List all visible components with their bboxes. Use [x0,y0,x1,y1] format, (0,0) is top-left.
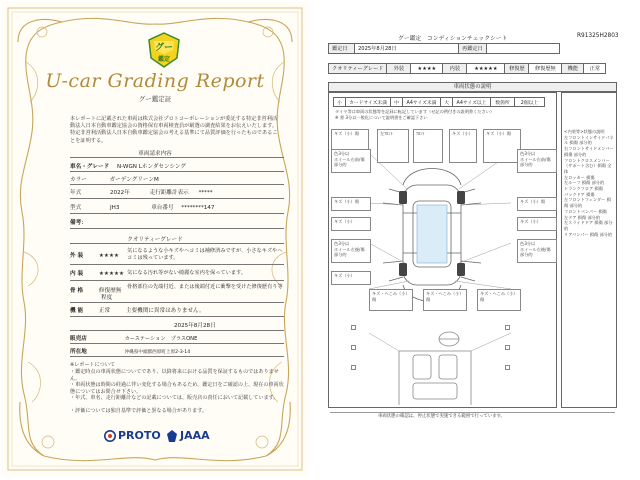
report-note-3: ・年式、車名、走行距離計などの記載については、販売店の責任において記載しています。 [70,395,279,401]
store-row [70,334,197,342]
reinspect-label: 再鑑定日 [459,44,487,54]
certificate-intro: 本レポートに記載された車両は株式会社プロトコーポレーションが委託する特定非営利活動法人日本自動車鑑定協会の資格保有車両検査員が厳選の調査結果をお伝えいたします。特定非営利活動法人日本自動車鑑定協会の考える基準にて品質評価を行ったものであることを証明する。 [70,116,278,144]
sheet-footer-note: 車両状態の確認は、停止状態で実施できる範囲で行っています。 [378,414,505,419]
check-box [505,325,510,330]
store-label: 販売店 [70,336,87,342]
legend-note-2: ※ 書 3分以一般化について説明書をご確認下さい [335,115,428,120]
exterior-row [70,251,119,259]
exterior-stars: ★★★★ [98,253,119,259]
quality-grade-table [328,63,606,74]
divider [70,171,284,172]
check-box [351,345,356,350]
divider [70,356,284,357]
mileage-label: 走行距離計表示 [149,190,189,196]
model-code-label: 型式 [70,205,82,211]
year-label: 年式 [70,190,82,196]
year-value: 2022年 [109,190,130,196]
function-value: 正常 [584,64,606,74]
vehicle-diagram-panel [328,92,557,408]
damage-box-front-right-2: キズ（小）傷 [483,129,521,163]
exterior-label: 外装 [387,64,411,74]
damage-size-legend: 小 カードサイズ未満 中 A4サイズ未満 大 A4サイズ以上 数箇所 2個以上 [333,97,545,107]
damage-box-wheel-rear-right: 色3分以 ホイール右後/傷 部分的 [517,239,557,263]
damage-box-left-door: キズ（小）傷 [331,197,371,211]
divider [70,213,284,214]
divider [70,228,284,229]
interior-label: 内装 [443,64,467,74]
report-note-1: ・鑑定時点の車両状態についてであり、以降将来における品質を保証するものではありません。 [70,369,279,382]
report-title: U-car Grading Report [45,70,265,92]
divider [70,330,284,331]
svg-text:グー: グー [154,43,174,53]
interior-text: 気になる汚れ等がない綺麗な室内を保っています。 [127,270,246,276]
report-note-title: ※レポートについて [70,362,115,368]
chassis-label: 車台番号 [151,205,174,211]
report-note-2: ・車両状態は時間の経過に伴い変化する場合もあるため、鑑定日をご確認の上、現在の車両状態についてはお問合せ下さい。 [70,382,284,395]
divider [70,343,284,344]
interior-stars: ★★★★★ [467,64,505,74]
frame-text: 骨格部位の先端付近、または後端付近に衝撃を受けた修復歴有り等 [127,284,283,290]
jaaa-logo: JAAA [180,429,210,442]
store-value: カーステーション プラスONE [124,336,198,342]
check-box [351,325,356,330]
damage-box-front-right: キズ（小） [449,129,477,163]
divider [70,157,284,158]
goo-kantei-logo [147,32,181,68]
year-row [70,188,213,196]
address-value: 沖縄県中頭郡西原町上原2-3-14 [124,350,191,355]
inspection-info-table [328,43,560,54]
address-label: 所在地 [70,349,87,355]
damage-box-wheel-front-right: 色3分以 ホイール右前/傷 部分的 [517,149,557,173]
color-row [70,175,159,183]
issue-date: 2025年8月28日 [174,323,216,329]
interior-label: 内 装 [70,271,84,277]
color-value: ガーデングリーンM [109,177,159,183]
frame-label: 骨 格 [70,288,84,294]
interior-row [70,269,124,277]
jaaa-mark-icon [166,429,178,443]
date-value: 2025年8月28日 [355,44,459,54]
damage-box-rear-bumper-left: キズ・へこみ（小）傷 [369,289,413,311]
divider [70,280,284,281]
frame-degree: 程度 [101,295,113,301]
damage-box-right-door: キズ（小）傷 [517,197,557,211]
notes-row: 備考： [70,220,87,226]
interior-condition-notes: <内装等>状態の説明 左フロントインサイドパネル 損傷 部分的 右フロントサイドメンバー 損傷 部分的 フロントクロスメンバー（サポート含む）損傷 全体 左ロッカー 損傷 左ルーフ 損傷 部分的 トランクフロア 損傷 バックドア 損傷 左フロントフェンダー 損傷 部分的 フロントバンパー 損傷 左ドア 損傷 部分的 左スライドドア 損傷 部分的 リアバンパー 損傷 部分的 [561,92,617,408]
description-header: 車両状態の説明 [328,82,617,92]
repair-label: 修復歴 [505,64,529,74]
svg-text:鑑定: 鑑定 [157,56,171,63]
damage-box-rear-left: キズ（小） [331,271,371,285]
exterior-label: 外 装 [70,253,84,259]
exterior-text: 気になるような小キズやヘコミは補修済みですが、小さなキズやヘコミは残っています。 [127,248,283,261]
model-value: N-WGN Lホンダセンシング [116,164,187,170]
damage-box-left-rear-door: キズ（小） [331,217,371,231]
model-label: 車名・グレード [70,164,110,170]
notes-label: 備考 [70,220,82,226]
equipment-row [70,306,205,314]
divider [70,198,284,199]
chassis-value: ********147 [181,205,215,211]
proto-logo: PROTO [118,429,161,442]
damage-box-front-left: キズ（小）傷 [331,129,369,163]
damage-box-wheel-rear-left: 色3分以 ホイール左後/傷 部分的 [331,239,371,263]
check-box [505,365,510,370]
damage-box-right-rear-door: キズ（小） [517,217,557,231]
divider [70,316,284,317]
damage-box-rear-bumper-center: キズ・へこみ（小）傷 [423,289,467,311]
damage-box-front: ﾌﾛﾝﾄ [413,129,443,163]
function-label: 機能 [562,64,584,74]
divider [70,184,284,185]
report-note-4: ・評価については独自基準で評価と異なる場合があります。 [70,408,208,414]
grade-label: クオリティーグレード [329,64,387,74]
repair-value: 修復歴無 [529,64,562,74]
sheet-id: R91325H2803 [577,33,619,39]
certificate-label: グー鑑定証 [138,95,172,103]
model-row [70,162,186,170]
address-row [70,347,190,355]
quality-section-title: クオリティーグレード [127,237,183,243]
equipment-label: 機 能 [70,308,84,314]
check-box [505,345,510,350]
damage-box-wheel-front-left: 色3分以 ホイール右前/傷 部分的 [331,149,371,173]
equipment-value: 正常 [98,308,111,314]
legend-note-1: タイヤ等は車両の状態等を記録に転記しています（せ記の例付きの説明書ください） [335,109,495,114]
proto-mark-icon [104,430,116,442]
interior-stars: ★★★★★ [98,271,124,277]
damage-box-rear-bumper-right: キズ・へこみ（小）傷 [477,289,521,311]
divider [70,264,284,265]
divider [70,243,284,244]
model-code-row [70,203,214,211]
date-label: 鑑定日 [329,44,355,54]
grading-certificate [2,2,308,476]
vehicle-section-title: 車両請求内容 [138,151,172,157]
damage-box-front-left-fender: 左ﾌﾛﾝﾄ [377,129,409,163]
frame-grade: 修復歴無 [98,288,122,294]
mileage-value: ***** [198,190,213,196]
brand-logos [102,427,242,447]
model-code-value: JH3 [109,205,120,211]
color-label: カラー [70,177,87,183]
frame-row [70,286,121,294]
check-box [351,365,356,370]
equipment-text: 主要機関に異常はありません。 [125,308,205,314]
divider [70,302,284,303]
sheet-title: グー鑑定 コンディションチェックシート [398,36,508,42]
exterior-stars: ★★★★ [411,64,443,74]
